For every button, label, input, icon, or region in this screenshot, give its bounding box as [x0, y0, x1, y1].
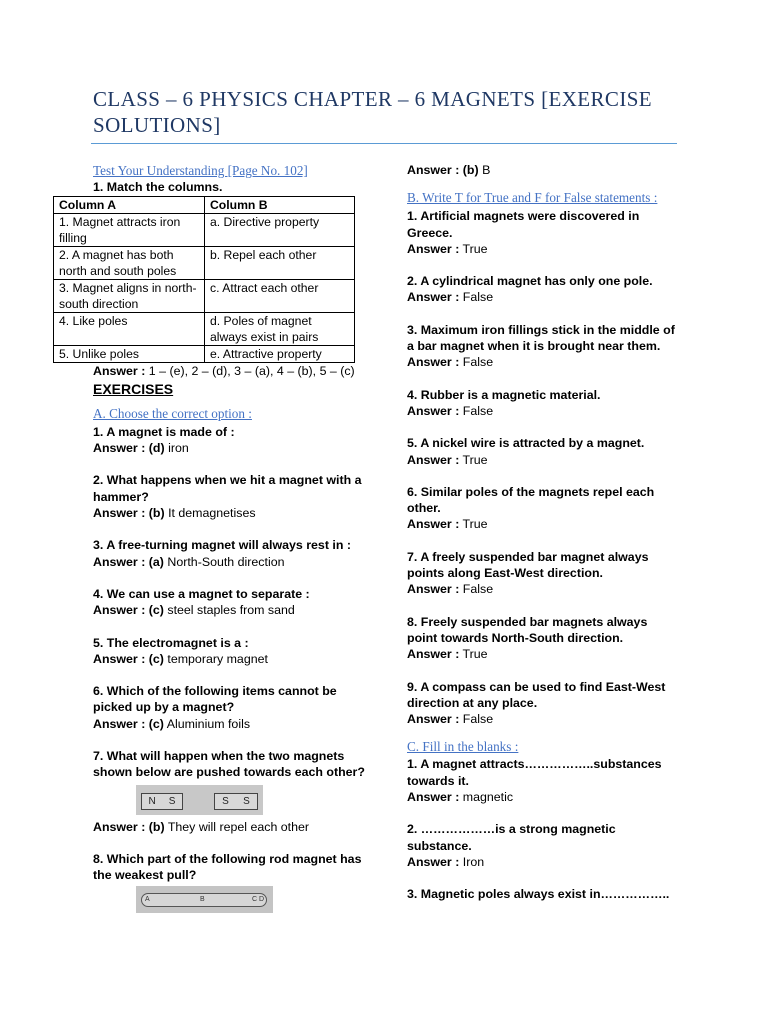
tf-item — [407, 322, 677, 371]
question-text: 2. ………………is a strong magnetic substance. — [407, 822, 616, 853]
answer-line — [407, 581, 677, 597]
question-text: 3. A free-turning magnet will always rest in : — [93, 538, 351, 553]
answer-text: False — [462, 712, 494, 727]
mcq-item — [93, 586, 368, 619]
table-cell: c. Attract each other — [205, 280, 355, 313]
question-text: 3. Maximum iron fillings stick in the middle of a bar magnet when it is brought near them. — [407, 322, 675, 354]
match-question: 1. Match the columns. — [93, 180, 223, 194]
question-text: 9. A compass can be used to find East-West direction at any place. — [407, 679, 666, 710]
answer-text: False — [462, 403, 494, 418]
answer-option: (b) — [462, 163, 479, 177]
tf-item — [407, 484, 677, 533]
mcq-item — [93, 424, 368, 457]
page-title: CLASS – 6 PHYSICS CHAPTER – 6 MAGNETS [EXERCISE SOLUTIONS] — [93, 87, 653, 137]
fill-item — [407, 821, 677, 870]
answer-text: They will repel each other — [167, 819, 310, 834]
pole-label: S — [168, 795, 176, 807]
answer-label: Answer : — [407, 790, 460, 805]
answer-label: Answer : — [407, 452, 460, 467]
question-text: 2. A cylindrical magnet has only one pole. — [407, 274, 653, 289]
question-text: 8. Freely suspended bar magnets always point towards North-South direction. — [407, 614, 648, 645]
pole-label: S — [243, 795, 250, 807]
question-text: 4. We can use a magnet to separate : — [93, 586, 310, 601]
answer-label: Answer : — [407, 517, 460, 532]
answer-line — [93, 651, 368, 667]
table-row — [54, 214, 355, 247]
answer-label: Answer : — [93, 441, 146, 456]
answer-line — [93, 505, 368, 521]
rod-magnet — [141, 893, 267, 907]
answer-label: Answer : — [407, 355, 460, 370]
answer-text: B — [482, 163, 491, 177]
answer-line — [407, 452, 677, 468]
answer-text: Aluminium foils — [166, 716, 251, 731]
tf-item — [407, 208, 677, 257]
question-text: 5. The electromagnet is a : — [93, 635, 249, 650]
answer-label: Answer : — [407, 712, 460, 727]
mcq-item — [93, 472, 368, 521]
answer-line — [407, 289, 677, 305]
answer-label: Answer : — [93, 364, 146, 379]
answer-line — [93, 602, 368, 618]
pole-label: N — [148, 795, 156, 807]
column-b-header: Column B — [205, 197, 355, 214]
answer-text: iron — [168, 441, 189, 456]
tf-item — [407, 435, 677, 468]
rod-label: A — [145, 895, 150, 903]
answer-line — [407, 789, 677, 805]
answer-line — [407, 516, 677, 532]
answer-text: True — [462, 241, 488, 256]
fill-item — [407, 886, 677, 902]
tf-item — [407, 679, 677, 728]
rod-label: C — [252, 895, 258, 903]
table-cell: a. Directive property — [205, 214, 355, 247]
answer-label: Answer : — [407, 582, 460, 597]
answer-text: steel staples from sand — [167, 603, 295, 618]
table-cell: 1. Magnet attracts iron filling — [54, 214, 205, 247]
title-divider — [91, 143, 677, 144]
answer-label: Answer : — [407, 854, 460, 869]
answer-label: Answer : — [93, 716, 146, 731]
tf-item — [407, 387, 677, 420]
answer-line — [407, 646, 677, 662]
tf-item — [407, 614, 677, 663]
answer-line — [93, 554, 368, 570]
answer-label: Answer : — [407, 163, 460, 177]
column-a-header: Column A — [54, 197, 205, 214]
mcq-item — [93, 537, 368, 570]
question-text: 1. A magnet attracts……………..substances towards it. — [407, 757, 662, 788]
table-cell: e. Attractive property — [205, 346, 355, 363]
answer-label: Answer : — [407, 403, 460, 418]
rod-label: B — [200, 895, 205, 903]
rod-magnet-figure — [136, 886, 273, 913]
table-row — [54, 247, 355, 280]
answer-label: Answer : — [407, 290, 460, 305]
tf-item — [407, 549, 677, 598]
table-cell: 5. Unlike poles — [54, 346, 205, 363]
table-row — [54, 346, 355, 363]
magnet-2 — [214, 793, 258, 810]
table-cell: 4. Like poles — [54, 313, 205, 346]
answer-option: (c) — [148, 651, 164, 666]
left-column — [59, 162, 368, 913]
question-text: 6. Similar poles of the magnets repel each other. — [407, 484, 655, 516]
answer-line — [407, 162, 677, 178]
answer-option: (c) — [148, 603, 164, 618]
answer-line — [93, 440, 368, 456]
answer-line — [407, 711, 677, 727]
exercises-heading: EXERCISES — [93, 380, 174, 397]
table-cell: 3. Magnet aligns in north-south direction — [54, 280, 205, 313]
two-magnets-figure — [136, 785, 263, 815]
test-your-understanding-heading: Test Your Understanding [Page No. 102] — [93, 163, 308, 178]
answer-option: (a) — [148, 554, 164, 569]
answer-text: Iron — [462, 854, 485, 869]
answer-text: 1 – (e), 2 – (d), 3 – (a), 4 – (b), 5 – (c) — [148, 364, 355, 379]
table-cell: d. Poles of magnet always exist in pairs — [205, 313, 355, 346]
section-a-heading: A. Choose the correct option : — [93, 405, 252, 421]
table-cell: 2. A magnet has both north and south poles — [54, 247, 205, 280]
pole-label: S — [222, 795, 229, 807]
tf-item — [407, 273, 677, 306]
answer-text: False — [462, 290, 494, 305]
question-text: 7. What will happen when the two magnets shown below are pushed towards each other? — [93, 749, 365, 780]
table-cell: b. Repel each other — [205, 247, 355, 280]
mcq-item — [93, 635, 368, 668]
mcq-item — [93, 683, 368, 732]
mcq-item — [93, 748, 368, 835]
question-text: 1. Artificial magnets were discovered in Greece. — [407, 209, 640, 240]
match-table — [53, 196, 355, 363]
answer-label: Answer : — [93, 651, 146, 666]
fill-item — [407, 756, 677, 805]
table-row — [54, 313, 355, 346]
answer-line — [407, 403, 677, 419]
answer-label: Answer : — [407, 647, 460, 662]
question-text: 3. Magnetic poles always exist in…………….. — [407, 887, 670, 902]
question-text: 2. What happens when we hit a magnet with a hammer? — [93, 473, 362, 504]
answer-label: Answer : — [93, 603, 146, 618]
answer-text: True — [462, 452, 488, 467]
question-text: 7. A freely suspended bar magnet always points along East-West direction. — [407, 549, 649, 581]
magnet-1 — [141, 793, 183, 810]
mcq-item — [93, 851, 368, 913]
question-text: 8. Which part of the following rod magnet has the weakest pull? — [93, 851, 362, 883]
question-text: 5. A nickel wire is attracted by a magnet. — [407, 436, 645, 451]
answer-label: Answer : — [407, 241, 460, 256]
question-text: 1. A magnet is made of : — [93, 424, 235, 439]
answer-text: temporary magnet — [167, 651, 268, 666]
match-table-header — [54, 197, 355, 214]
answer-line — [407, 354, 677, 370]
answer-text: True — [462, 517, 488, 532]
answer-line — [93, 819, 368, 835]
answer-option: (b) — [148, 506, 165, 521]
rod-label: D — [259, 895, 265, 903]
question-text: 6. Which of the following items cannot be picked up by a magnet? — [93, 684, 337, 715]
answer-text: magnetic — [462, 790, 514, 805]
answer-line — [407, 854, 677, 870]
answer-text: False — [462, 355, 494, 370]
answer-text: True — [462, 647, 488, 662]
answer-text: It demagnetises — [168, 506, 256, 521]
answer-option: (d) — [148, 441, 165, 456]
answer-text: North-South direction — [167, 554, 285, 569]
answer-label: Answer : — [93, 819, 146, 834]
question-text: 4. Rubber is a magnetic material. — [407, 387, 601, 402]
answer-text: False — [462, 582, 494, 597]
answer-option: (b) — [148, 819, 165, 834]
answer-line — [407, 241, 677, 257]
section-c-heading: C. Fill in the blanks : — [407, 739, 519, 755]
answer-label: Answer : — [93, 554, 146, 569]
answer-line — [93, 716, 368, 732]
answer-label: Answer : — [93, 506, 146, 521]
right-column — [407, 162, 677, 903]
table-row — [54, 280, 355, 313]
match-answer — [93, 363, 368, 379]
answer-option: (c) — [148, 716, 164, 731]
section-b-heading: B. Write T for True and F for False statements : — [407, 190, 658, 206]
